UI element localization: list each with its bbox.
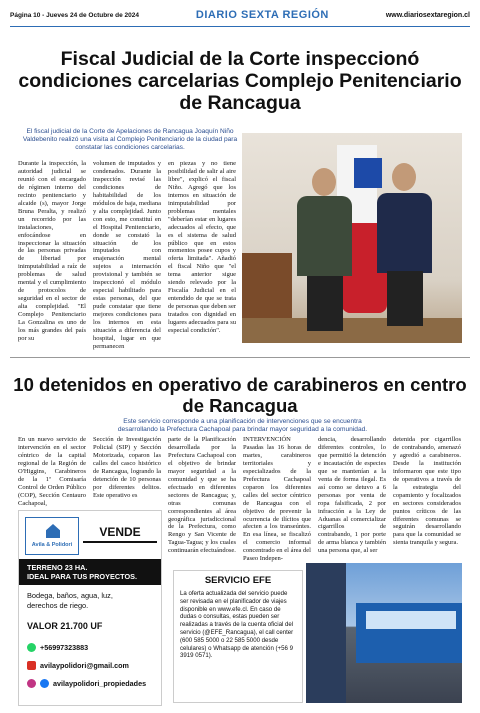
article1-col3: en piezas y no tiene posibilidad de salir al aire libre", explicó el fiscal Niño. Agregó que los internos en situación de inimputabilidad por problemas mentales "deberían estar en lugares adecuados al efecto, que es el sistema de salud público que en estos momentos posee cupos y oferta limitada". Añadió el fiscal Niño que "el tema anterior sigue siendo relevado por la Fiscalía Judicial en el entendido de que se trata de personas que deben ser tratados con dignidad en lugares adecuados para su especial condición". xyxy=(168,160,236,335)
article2-col6: detenida por cigarrillos de contrabando, amenazó y agredió a carabineros. Desde la institución informaron que este tipo de operativos a través de la estrategia del copamiento y focalizados en sectores considerados puntos críticos de las diferentes comunas se seguirán desarrollando para que la comunidad se sienta tranquila y segura. xyxy=(393,436,461,547)
article2-headline: 10 detenidos en operativo de carabineros en centro de Rancagua xyxy=(13,374,467,416)
facebook-icon xyxy=(40,679,49,688)
article2-col3: parte de la Planificación desarrollada por la Prefectura Cachapoal con el objetivo de brindar mayor seguridad a la comunidad y que se ha efectuado en diferentes sectores de Rancagua; y, otras comunas correspondientes al área geográfica jurisdiccional de la Prefectura, como Rengo y San Vicente de Tagua-Tagua; y los cuales continuarán efectuándose. xyxy=(168,436,236,555)
efe-train-photo xyxy=(306,563,462,703)
ad-description: Bodega, baños, agua, luz, derechos de riego. xyxy=(27,591,113,610)
article-separator xyxy=(10,357,470,358)
article2-col1: En un nuevo servicio de intervención en el sector céntrico de la capital regional de la Región de O'Higgins, Carabineros de la 1ª Comisaría Control de Orden Público (COP), Sección Centauro Cachapoal, xyxy=(18,436,86,507)
header-divider xyxy=(10,26,470,27)
efe-body: La oferta actualizada del servicio puede ser revisada en el planificador de viajes disponible en www.efe.cl. En caso de dudas o consultas, estas pueden ser realizadas a través de la cuenta oficial del servicio (@EFE_Rancagua), el call center (600 585 5000 o 22 585 5000 desde celulares) o Whatsapp de atención (+56 9 3919 0571). xyxy=(180,590,294,660)
property-ad[interactable] xyxy=(18,510,162,706)
ad-whatsapp[interactable]: +56997323883 xyxy=(27,643,88,652)
article2-col5: dencia, desarrollando diferentes controles, lo que permitió la detención e incautación de especies que se mantenían a la venta de forma ilegal. Es así como se detuvo a 6 personas por venta de ropa falsificada, 2 por infracción a la Ley de Aduanas al comercializar cigarrillos de contrabando, 1 por porte de arma blanca y también una persona que, al ser xyxy=(318,436,386,555)
ad-vende-label: VENDE xyxy=(83,525,157,543)
realestate-logo: Avila & Polidori xyxy=(25,517,79,555)
house-icon xyxy=(46,524,60,538)
ad-highlight-bar: TERRENO 23 HA. IDEAL PARA TUS PROYECTOS. xyxy=(19,559,161,585)
website-link[interactable]: www.diariosextaregion.cl xyxy=(385,11,470,19)
instagram-icon xyxy=(27,679,36,688)
efe-service-box xyxy=(173,570,303,703)
article2-lead: Este servicio corresponde a una planificación de intervenciones que se encuentra desarrollando la Prefectura Cachapoal para brindar mayor seguridad a la comunidad. xyxy=(117,418,368,433)
article1-col1: Durante la inspección, la autoridad judicial se reunió con el encargado de régimen interno del recinto penitenciario y alcaide (s), mayor Jorge Bruna Peralta, y realizó un recorrido por las instalaciones, enfocándose en inspeccionar la situación de las personas privadas de libertad por inimputabilidad a raíz de problemas de salud mental y el cumplimiento de protocolos de seguridad en el sector de alta complejidad. "El Complejo Penitenciario La Gonzalina es uno de los más grandes del país por su xyxy=(18,160,86,342)
page-info: Página 10 - Jueves 24 de Octubre de 2024 xyxy=(10,11,139,19)
ad-email[interactable]: avilaypolidori@gmail.com xyxy=(27,661,129,670)
article1-headline: Fiscal Judicial de la Corte inspeccionó condiciones carcelarias Complejo Penitenciario de Rancagua xyxy=(18,48,462,114)
article1-photo xyxy=(242,133,462,343)
ad-social[interactable]: avilaypolidori_propiedades xyxy=(27,679,146,688)
article2-col2: Sección de Investigación Policial (SIP) y Sección Motorizada, coparon las calles del casco histórico de Rancagua, logrando la detención de 10 personas por diferentes delitos. Este operativo es xyxy=(93,436,161,499)
efe-title: SERVICIO EFE xyxy=(204,575,272,586)
ad-price: VALOR 21.700 UF xyxy=(27,621,103,631)
article1-lead: El fiscal judicial de la Corte de Apelaciones de Rancagua Joaquín Niño Valdebenito realizó una visita al Complejo Penitenciario de la ciudad para constatar las condiciones carcelarias. xyxy=(22,128,238,151)
article1-columns xyxy=(18,160,236,351)
whatsapp-icon xyxy=(27,643,36,652)
newspaper-brand: DIARIO SEXTA REGIÓN xyxy=(195,9,329,21)
article2-col4: INTERVENCIÓN Pasadas las 16 horas de martes, carabineros territoriales y especializados de la Prefectura Cachapoal coparon los diferentes calles del sector céntrico de Rancagua con el objetivo de prevenir la ocurrencia de ilícitos que afecten a los transeúntes. En esa línea, se fiscalizó el comercio informal concentrado en el área del Paseo Indepen- xyxy=(243,436,311,563)
mail-icon xyxy=(27,661,36,670)
article1-col2: volumen de imputados y condenados. Durante la inspección revisé las condiciones de habitabilidad de los módulos de baja, mediana y alta complejidad. Junto con esto, me constituí en el Hospital Penitenciario, donde se constató la situación de los imputados con enajenación mental sujetos a internación provisional y también se inspeccionó el módulo especial habilitado para estas personas, del que pude constatar que tiene mejores condiciones para los internos en esta situación a diferencia del hospital, lugar en que permanecen xyxy=(93,160,161,350)
